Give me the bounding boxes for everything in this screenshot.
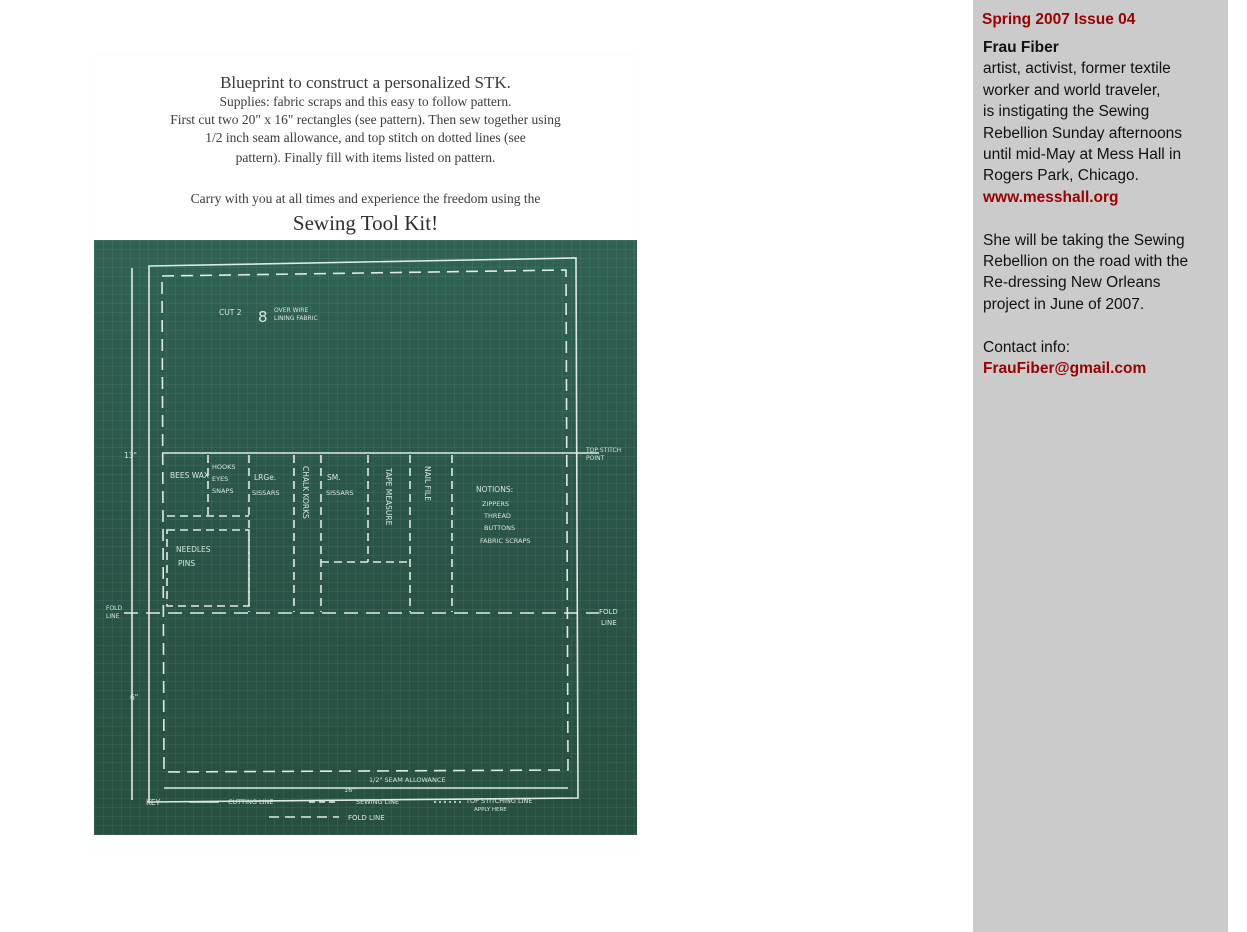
pattern-sheet bbox=[94, 56, 637, 854]
key-label: KEY bbox=[146, 798, 161, 807]
bio-line: worker and world traveler, bbox=[983, 81, 1161, 99]
pocket-chalk: CHALK KORKS bbox=[301, 466, 310, 519]
pocket-notions: NOTIONS: bbox=[476, 485, 514, 494]
seam-allowance: 1/2" SEAM ALLOWANCE bbox=[369, 776, 446, 784]
sidebar bbox=[973, 0, 1228, 932]
sheet-title: Blueprint to construct a personalized STK. bbox=[220, 73, 511, 92]
svg-text:EYES: EYES bbox=[212, 475, 229, 483]
kit-title: Sewing Tool Kit! bbox=[292, 211, 439, 235]
spacer bbox=[983, 208, 1223, 229]
dim-13: 13" bbox=[124, 451, 137, 460]
website-link[interactable]: www.messhall.org bbox=[983, 188, 1119, 206]
sheet-instructions bbox=[94, 56, 637, 240]
road-line: project in June of 2007. bbox=[983, 295, 1145, 313]
instruction-line: First cut two 20" x 16" rectangles (see pattern). Then sew together using bbox=[170, 112, 561, 127]
bio-line: artist, activist, former textile bbox=[983, 60, 1171, 78]
fold-line-left: FOLD bbox=[106, 605, 123, 612]
pattern-drawing bbox=[94, 240, 637, 835]
cut-number: 8 bbox=[258, 308, 268, 326]
notions-item: FABRIC SCRAPS bbox=[480, 537, 531, 545]
dim-6: 6" bbox=[130, 693, 139, 702]
svg-text:SNAPS: SNAPS bbox=[212, 487, 234, 495]
svg-text:SISSARS: SISSARS bbox=[252, 489, 280, 497]
notions-item: THREAD bbox=[484, 512, 511, 520]
fold-line-right: FOLD bbox=[599, 608, 618, 616]
key-cutting: CUTTING LINE bbox=[228, 798, 274, 806]
pocket-beeswax: BEES WAX bbox=[170, 471, 210, 480]
cut-detail: OVER WIRE bbox=[274, 307, 309, 314]
instruction-line: Supplies: fabric scraps and this easy to follow pattern. bbox=[219, 94, 512, 109]
carry-line: Carry with you at all times and experience the freedom using the bbox=[190, 191, 541, 206]
svg-text:SISSARS: SISSARS bbox=[326, 489, 354, 497]
notions-item: BUTTONS bbox=[484, 524, 516, 532]
pocket-sm-scissors: SM. bbox=[327, 473, 341, 482]
pocket-lrg-scissors: LRGe. bbox=[254, 473, 277, 482]
cut-detail: LINING FABRIC bbox=[274, 315, 318, 322]
bio-line: until mid-May at Mess Hall in bbox=[983, 146, 1182, 164]
contact-label: Contact info: bbox=[983, 338, 1071, 356]
bio-line: Rebellion Sunday afternoons bbox=[983, 124, 1183, 142]
issue-heading: Spring 2007 Issue 04 bbox=[982, 11, 1136, 28]
key-sewing: SEWING LINE bbox=[356, 798, 400, 806]
sidebar-body bbox=[983, 37, 1223, 379]
sewing-line bbox=[162, 270, 568, 772]
pocket-tape: TAPE MEASURE bbox=[384, 468, 393, 526]
artist-name: Frau Fiber bbox=[983, 39, 1059, 56]
top-stitch-label: TOP STITCH bbox=[586, 447, 622, 454]
pocket-hooks: HOOKS bbox=[212, 463, 236, 471]
road-line: Re-dressing New Orleans bbox=[983, 274, 1161, 292]
notions-item: ZIPPERS bbox=[482, 500, 509, 508]
instruction-line: pattern). Finally fill with items listed on pattern. bbox=[235, 150, 496, 165]
cut-note: CUT 2 bbox=[219, 308, 242, 317]
svg-text:POINT: POINT bbox=[586, 455, 605, 462]
email-link[interactable]: FrauFiber@gmail.com bbox=[983, 360, 1147, 378]
spacer bbox=[983, 315, 1223, 336]
key-top-stitching: TOP STITCHING LINE bbox=[466, 797, 533, 805]
key-top-stitching-sub: APPLY HERE bbox=[474, 807, 507, 813]
road-line: She will be taking the Sewing bbox=[983, 231, 1185, 249]
svg-text:LINE: LINE bbox=[601, 619, 617, 627]
road-line: Rebellion on the road with the bbox=[983, 253, 1189, 271]
svg-text:PINS: PINS bbox=[178, 559, 196, 568]
svg-text:LINE: LINE bbox=[106, 613, 120, 620]
pocket-nail-file: NAIL FILE bbox=[423, 466, 432, 501]
pocket-needles: NEEDLES bbox=[176, 545, 211, 554]
bio-line: is instigating the Sewing bbox=[983, 103, 1150, 121]
dim-16: 16" bbox=[344, 786, 356, 794]
instruction-line: 1/2 inch seam allowance, and top stitch on dotted lines (see bbox=[205, 130, 526, 145]
chalkboard-pattern bbox=[94, 240, 637, 835]
key-fold: FOLD LINE bbox=[348, 814, 385, 822]
bio-line: Rogers Park, Chicago. bbox=[983, 167, 1139, 185]
